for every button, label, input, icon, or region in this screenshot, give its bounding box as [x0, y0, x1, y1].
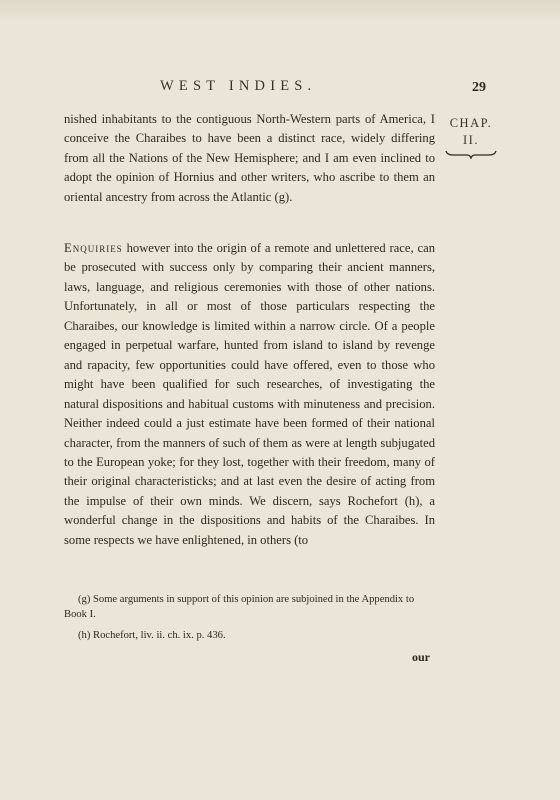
footnote-g: (g) Some arguments in support of this opinion are subjoined in the Appendix to Book I.: [64, 594, 415, 620]
paragraph-2-lead: Enquiries: [64, 241, 123, 255]
paragraph-2-body: [64, 239, 435, 550]
running-head: WEST INDIES.: [160, 78, 317, 94]
footnotes: [64, 592, 435, 649]
margin-chap-label: CHAP.: [449, 116, 493, 130]
catchword: our: [412, 650, 430, 664]
paragraph-1: [64, 110, 435, 207]
page-top-edge: [0, 0, 560, 22]
footnote-h: (h) Rochefort, liv. ii. ch. ix. p. 436.: [78, 630, 226, 641]
page-number: 29: [472, 80, 486, 95]
paragraph-2-text: however into the origin of a remote and unlettered race, can be prosecuted with success only by comparing their ancient manners, laws, language, and religious ceremonies with those of other nations. Unfortunately, in all or most of those particulars respecting the Charaibes, our knowledge is limited within a narrow circle. Of a people engaged in perpetual warfare, hunted from island to island by revenge and rapacity, few opportunities could have offered, even to those who might have been qualified for such researches, of investigating the natural dispositions and habitual customs with minuteness and precision. Neither indeed could a just estimate have been formed of their national character, from the manners of such of them as were at length subjugated to the European yoke; for they lost, together with their freedom, many of their original characteristicks; and at last even the desire of acting from the impulse of their own minds. We discern, says Rochefort (h), a wonderful change in the dispositions and habits of the Charaibes. In some respects we have enlightened, in others (to: [64, 241, 435, 547]
paragraph-1-text: nished inhabitants to the contiguous North-Western parts of America, I conceive the Charaibes to have been a distinct race, widely differing from all the Nations of the New Hemisphere; and I am even inclined to adopt the opinion of Hornius and other writers, who ascribe to them an oriental ancestry from across the Atlantic (g).: [64, 112, 435, 204]
brace-ornament: [445, 149, 497, 159]
margin-chap-number: II.: [463, 133, 479, 147]
margin-chapter-note: [440, 115, 502, 159]
paragraph-2: [64, 239, 435, 550]
